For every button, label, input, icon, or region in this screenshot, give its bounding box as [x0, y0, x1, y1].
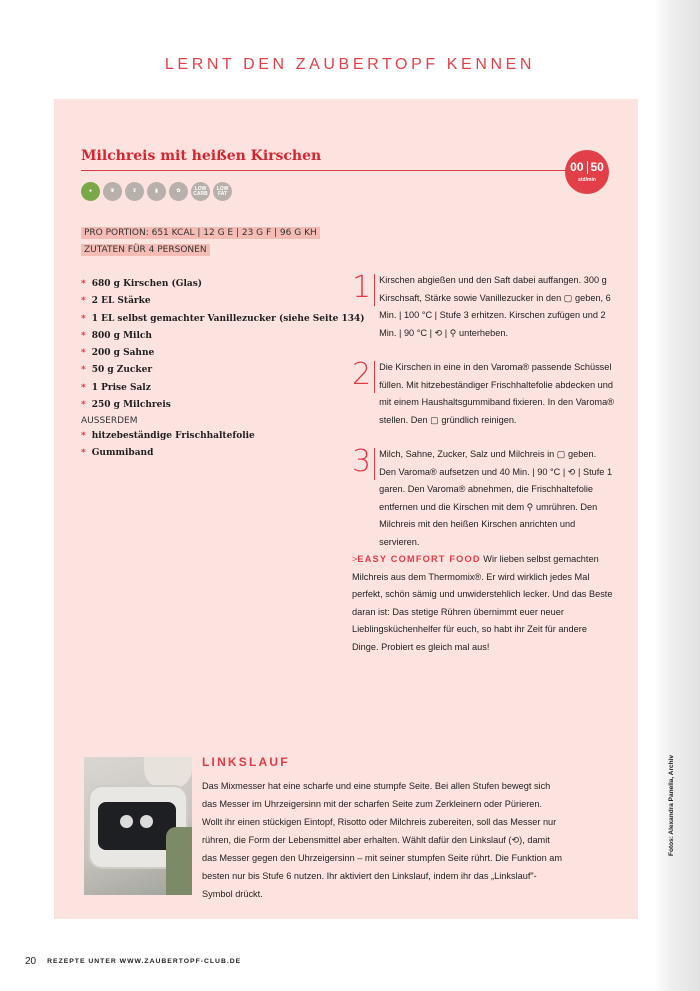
thermomix-photo [84, 757, 192, 895]
tip-arrow: > [352, 554, 358, 564]
step-text: Kirschen abgießen und den Saft dabei auffangen. 300 g Kirschsaft, Stärke sowie Vanillezucker in den ▢ geben, 6 Min. | 100 °C | Stufe 3 erhitzen. Kirschen zufügen und 2 Min. | 90 °C | ⟲ | ⚲ unterheben. [379, 275, 611, 338]
gluten-free-icon: ¥ [125, 182, 144, 201]
step-number: 3 [352, 448, 375, 480]
list-item: * 250 g Milchreis [81, 397, 341, 414]
vegan-icon: ● [81, 182, 100, 201]
nutrition-info: PRO PORTION: 651 KCAL | 12 G E | 23 G F | 96 G KH [81, 227, 320, 239]
timer-unit: std/min [578, 177, 596, 183]
step-3 [352, 446, 614, 551]
low-carb-icon: LOW CARB [191, 182, 210, 201]
timer-hours: 00 [570, 161, 587, 174]
page-edge-shadow [654, 0, 700, 991]
step-text: Milch, Sahne, Zucker, Salz und Milchreis in ▢ geben. Den Varoma® aufsetzen und 40 Min. | 90 °C | ⟲ | Stufe 1 garen. Den Varoma® abnehmen, die Frischhaltefolie entfernen und die Kirschen mit dem ⚲ umrühren. Den Milchreis mit den heißen Kirschen anrichten und servieren. [379, 449, 613, 547]
list-item: * 800 g Milch [81, 328, 341, 345]
servings-info: ZUTATEN FÜR 4 PERSONEN [81, 244, 210, 256]
list-item: * 50 g Zucker [81, 362, 341, 379]
list-item: * 1 EL selbst gemachter Vanillezucker (siehe Seite 134) [81, 311, 341, 328]
low-fat-icon: LOW FAT [213, 182, 232, 201]
infobox-title: LINKSLAUF [202, 755, 290, 769]
page-footer [25, 956, 241, 967]
screen-dial [120, 815, 133, 828]
tip-text: Wir lieben selbst gemachten Milchreis aus dem Thermomix®. Er wird wirklich jedes Mal perfekt, schön sämig und unwiderstehlich lecker. Und das Beste daran ist: Das stetige Rühren übernimmt euer neuer Lieblingsküchenhelfer für euch, so habt ihr Zeit für andere Dinge. Probiert es gleich mal aus! [352, 554, 613, 652]
photo-credit: Fotos: Alexandra Panella, Archiv [668, 754, 675, 856]
lactose-icon: ▮ [147, 182, 166, 201]
title-divider [81, 170, 567, 171]
timer-minutes: 50 [590, 160, 604, 174]
list-item: * hitzebeständige Frischhaltefolie [81, 428, 255, 445]
list-item: * 2 EL Stärke [81, 293, 341, 310]
list-item: * 200 g Sahne [81, 345, 341, 362]
list-item: * 680 g Kirschen (Glas) [81, 276, 341, 293]
footer-url: REZEPTE UNTER WWW.ZAUBERTOPF-CLUB.DE [47, 958, 242, 965]
leaf-icon: ❦ [103, 182, 122, 201]
step-1 [352, 272, 614, 342]
step-text: Die Kirschen in eine in den Varoma® passende Schüssel füllen. Mit hitzebeständiger Frischhaltefolie abdecken und mit einem Haushaltsgummiband fixieren. In den Varoma® stellen. Den ▢ gründlich reinigen. [379, 362, 614, 425]
list-item: * 1 Prise Salz [81, 380, 341, 397]
step-number: 2 [352, 361, 375, 393]
recipe-title: Milchreis mit heißen Kirschen [81, 148, 322, 164]
step-2 [352, 359, 614, 429]
bowl-shape [144, 757, 192, 789]
timer-badge [565, 150, 609, 194]
sugar-icon: ✿ [169, 182, 188, 201]
step-number: 1 [352, 274, 375, 306]
ingredient-list [81, 276, 365, 414]
tip-heading: EASY COMFORT FOOD [357, 554, 481, 564]
tip-paragraph [352, 551, 614, 657]
extras-label: AUSSERDEM [81, 416, 138, 426]
hand-shape [166, 827, 192, 895]
section-kicker: LERNT DEN ZAUBERTOPF KENNEN [164, 56, 536, 73]
list-item: * Gummiband [81, 445, 255, 462]
diet-icons [81, 182, 232, 201]
device-screen [98, 802, 176, 850]
page-number: 20 [25, 956, 37, 967]
infobox-text: Das Mixmesser hat eine scharfe und eine stumpfe Seite. Bei allen Stufen bewegt sich das Messer im Uhrzeigersinn mit der scharfen Seite zum Zerkleinern oder Pürieren. Wollt ihr einen stückigen Eintopf, Risotto oder Milchreis zubereiten, soll das Messer nur rühren, die Form der Lebensmittel aber erhalten. Wählt dafür den Linkslauf (⟲), damit das Messer gegen den Uhrzeigersinn – mit seiner stumpfen Seite rührt. Die Funktion am besten nur bis Stufe 6 nutzen. Ihr aktiviert den Linkslauf, indem ihr das „Linkslauf"-Symbol drückt. [202, 781, 563, 899]
extras-list [81, 428, 255, 463]
screen-dial [140, 815, 153, 828]
